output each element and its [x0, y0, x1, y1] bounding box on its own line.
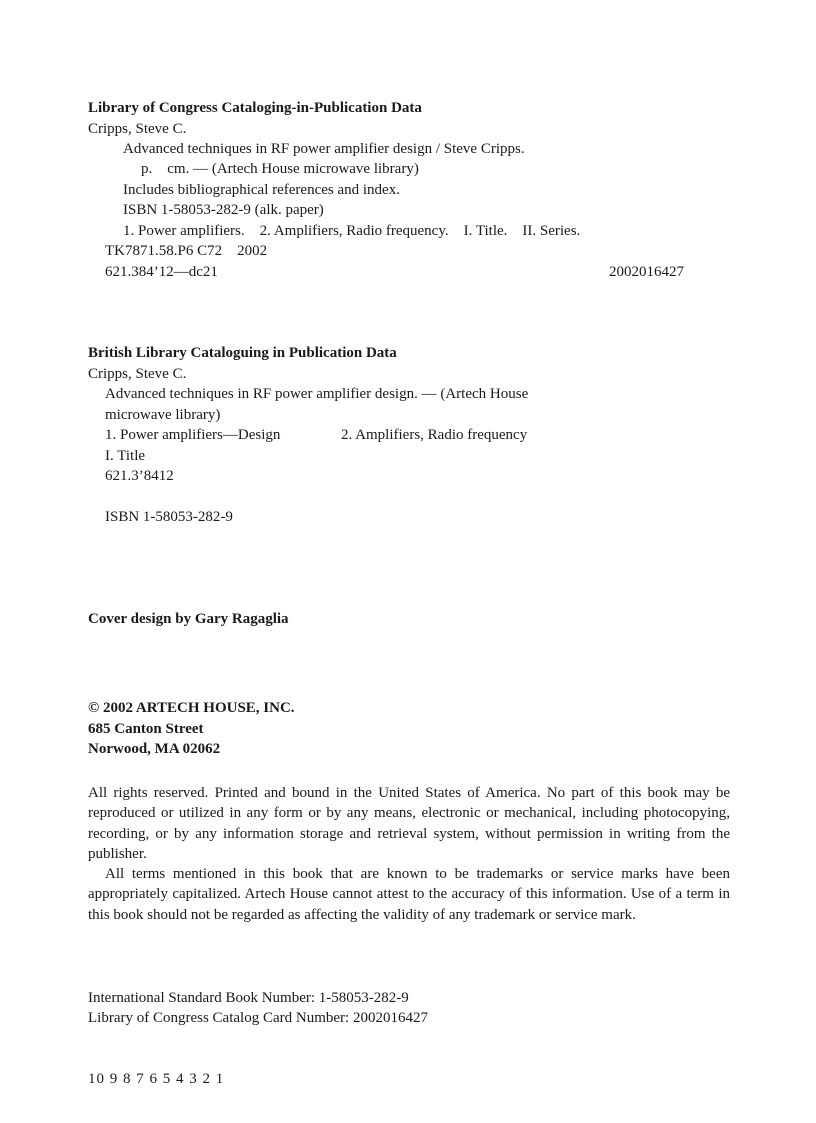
trademark-paragraph: All terms mentioned in this book that are known to be trademarks or service marks have been appropriately capitalized. Artech House cannot attest to the accuracy of this information. Use of a term in this book should not be regarded as affecting the validity of any trademark or service mark. — [88, 866, 730, 923]
loc-cip-isbn: ISBN 1-58053-282-9 (alk. paper) — [123, 202, 324, 218]
loc-cip-subjects: 1. Power amplifiers. 2. Amplifiers, Radio frequency. I. Title. II. Series. — [123, 223, 581, 239]
lccn-line: Library of Congress Catalog Card Number: 2002016427 — [88, 1010, 428, 1026]
bl-cip-title-line-1: Advanced techniques in RF power amplifier design. — (Artech House — [105, 386, 529, 402]
bl-cip-subject-2: 2. Amplifiers, Radio frequency — [341, 427, 528, 443]
publisher-city: Norwood, MA 02062 — [88, 741, 221, 757]
isbn-line: International Standard Book Number: 1-58053-282-9 — [88, 990, 409, 1006]
bl-cip-author: Cripps, Steve C. — [88, 366, 187, 382]
loc-cip-pages: p. cm. — (Artech House microwave library) — [141, 161, 419, 177]
bl-cip-class-number: 621.3’8412 — [105, 468, 174, 484]
bl-cip-heading: British Library Cataloguing in Publication Data — [88, 345, 397, 361]
loc-cip-call-number: TK7871.58.P6 C72 2002 — [105, 243, 268, 259]
copyright-notice: © 2002 ARTECH HOUSE, INC. — [88, 700, 295, 716]
rights-paragraph: All rights reserved. Printed and bound in the United States of America. No part of this book may be reproduced or utilized in any form or by any means, electronic or mechanical, including photocopying, recording, or by any information storage and retrieval system, without permission in writing from the publisher. — [88, 785, 730, 862]
publisher-street: 685 Canton Street — [88, 721, 204, 737]
loc-cip-author: Cripps, Steve C. — [88, 121, 187, 137]
bl-cip-title-line-2: microwave library) — [105, 407, 221, 423]
loc-cip-dewey: 621.384’12—dc21 — [105, 264, 218, 280]
bl-cip-isbn: ISBN 1-58053-282-9 — [105, 509, 233, 525]
loc-cip-title: Advanced techniques in RF power amplifier design / Steve Cripps. — [123, 141, 525, 157]
cover-design-credit: Cover design by Gary Ragaglia — [88, 611, 289, 627]
bl-cip-title-entry: I. Title — [105, 448, 146, 464]
printing-number-line: 10 9 8 7 6 5 4 3 2 1 — [88, 1071, 225, 1087]
legal-text — [88, 783, 730, 925]
loc-cip-heading: Library of Congress Cataloging-in-Publication Data — [88, 100, 422, 116]
loc-cip-bibliography: Includes bibliographical references and index. — [123, 182, 400, 198]
bl-cip-subject-1: 1. Power amplifiers—Design — [105, 427, 281, 443]
loc-cip-lccn: 2002016427 — [609, 264, 684, 280]
